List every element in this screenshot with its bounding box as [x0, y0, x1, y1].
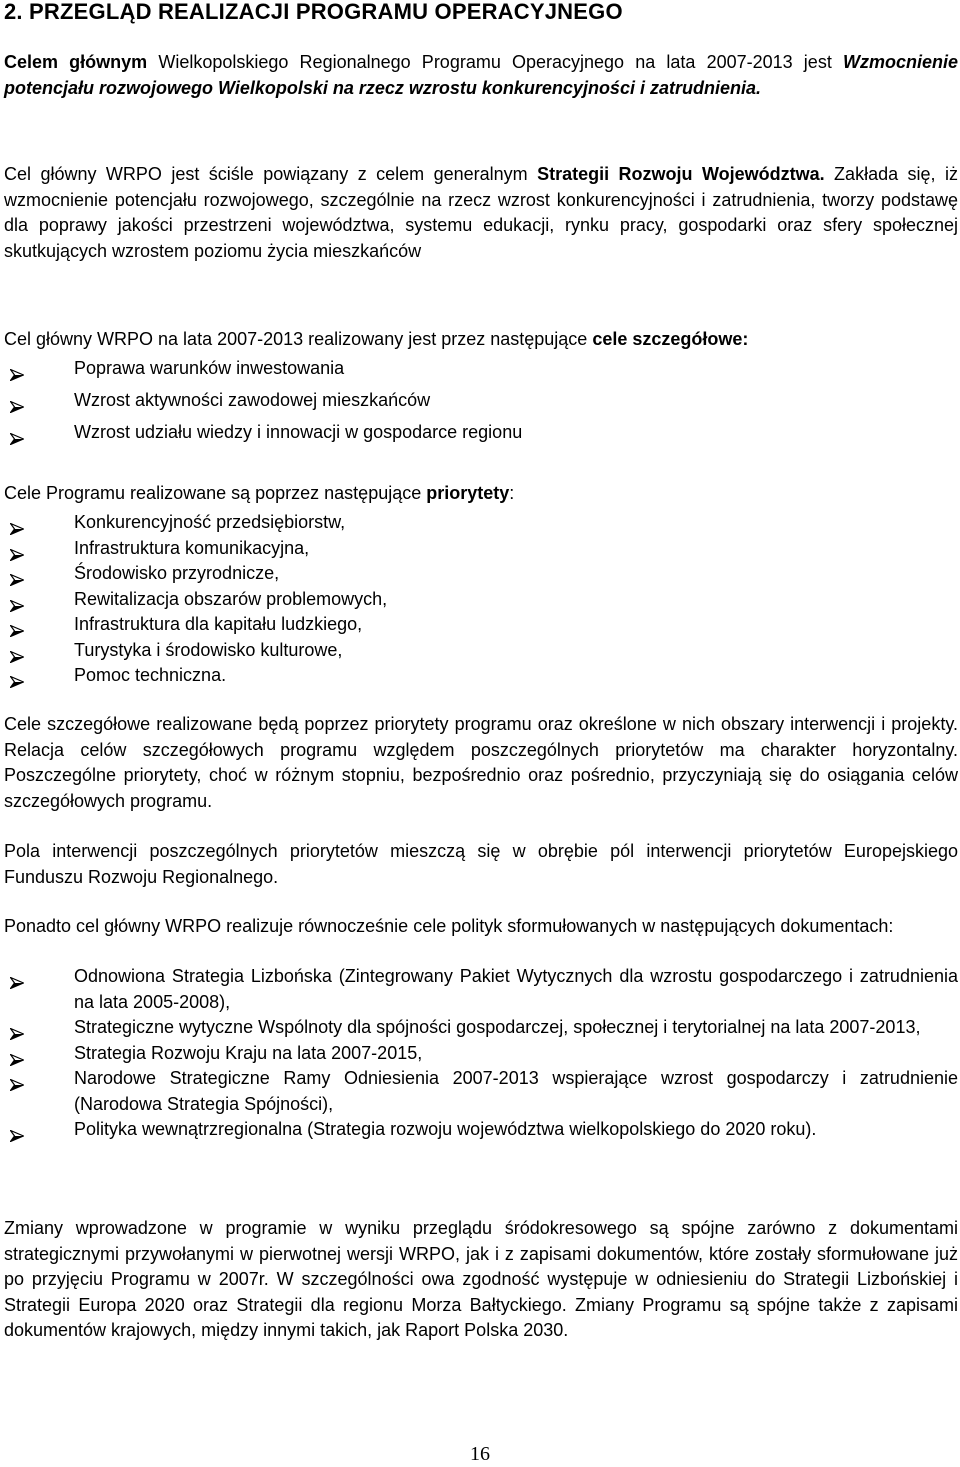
list-item: Strategiczne wytyczne Wspólnoty dla spójności gospodarczej, społecznej i terytorialnej na lata 2007-2013,	[4, 1015, 958, 1041]
list-item: Strategia Rozwoju Kraju na lata 2007-2015,	[4, 1041, 958, 1067]
paragraph-main-goal: Celem głównym Wielkopolskiego Regionalnego Programu Operacyjnego na lata 2007-2013 jest Wzmocnienie potencjału rozwojowego Wielkopolski na rzecz wzrostu konkurencyjności i zatrudnienia.	[4, 52, 958, 98]
objectives-list	[4, 356, 958, 446]
arrow-bullet-icon	[10, 517, 24, 529]
paragraph-documents-intro: Ponadto cel główny WRPO realizuje równocześnie cele polityk sformułowanych w następujących dokumentach:	[4, 916, 894, 936]
list-item: Narodowe Strategiczne Ramy Odniesienia 2007-2013 wspierające wzrost gospodarczy i zatrudnienie (Narodowa Strategia Spójności),	[4, 1066, 958, 1117]
arrow-bullet-icon	[10, 594, 24, 606]
list-item: Rewitalizacja obszarów problemowych,	[4, 587, 958, 613]
list-item: Pomoc techniczna.	[4, 663, 958, 689]
section-title: 2. PRZEGLĄD REALIZACJI PROGRAMU OPERACYJNEGO	[4, 0, 623, 24]
paragraph-horizontal-relation: Cele szczegółowe realizowane będą poprzez priorytety programu oraz określone w nich obszary interwencji i projekty. Relacja celów szczegółowych programu względem poszczególnych priorytetów ma charakter horyzontalny. Poszczególne priorytety, choć w różnym stopniu, bezpośrednio oraz pośrednio, przyczyniają się do osiągania celów szczegółowych programu.	[4, 714, 958, 811]
list-item: Infrastruktura komunikacyjna,	[4, 536, 958, 562]
paragraph-strategy-link: Cel główny WRPO jest ściśle powiązany z celem generalnym Strategii Rozwoju Województwa. Zakłada się, iż wzmocnienie potencjału rozwojowego, szczególnie na rzecz wzrost konkurencyjności i zatrudnienia, tworzy podstawę dla poprawy jakości przestrzeni województwa, systemu edukacji, rynku pracy, gospodarki oraz sfery społecznej skutkujących wzrostem poziomu życia mieszkańców	[4, 164, 958, 261]
paragraph-priorities-intro: Cele Programu realizowane są poprzez następujące priorytety:	[4, 483, 515, 503]
arrow-bullet-icon	[10, 395, 24, 407]
arrow-bullet-icon	[10, 568, 24, 580]
list-item: Wzrost udziału wiedzy i innowacji w gospodarce regionu	[4, 420, 958, 446]
arrow-bullet-icon	[10, 1073, 24, 1085]
list-item: Turystyka i środowisko kulturowe,	[4, 638, 958, 664]
list-item: Środowisko przyrodnicze,	[4, 561, 958, 587]
paragraph-objectives-intro: Cel główny WRPO na lata 2007-2013 realizowany jest przez następujące cele szczegółowe:	[4, 329, 749, 349]
arrow-bullet-icon	[10, 670, 24, 682]
list-item: Infrastruktura dla kapitału ludzkiego,	[4, 612, 958, 638]
paragraph-intervention-fields: Pola interwencji poszczególnych priorytetów mieszczą się w obrębie pól interwencji priorytetów Europejskiego Funduszu Rozwoju Regionalnego.	[4, 841, 958, 887]
arrow-bullet-icon	[10, 543, 24, 555]
arrow-bullet-icon	[10, 427, 24, 439]
list-item: Wzrost aktywności zawodowej mieszkańców	[4, 388, 958, 420]
arrow-bullet-icon	[10, 1048, 24, 1060]
documents-list	[4, 964, 958, 1143]
list-item: Odnowiona Strategia Lizbońska (Zintegrowany Pakiet Wytycznych dla wzrostu gospodarczego i zatrudnienia na lata 2005-2008),	[4, 964, 958, 1015]
paragraph-midterm-changes: Zmiany wprowadzone w programie w wyniku przeglądu śródokresowego są spójne zarówno z dokumentami strategicznymi przywołanymi w pierwotnej wersji WRPO, jak i z zapisami dokumentów, które zostały sformułowane już po przyjęciu Programu w 2007r. W szczególności owa zgodność występuje w odniesieniu do Strategii Lizbońskiej i Strategii Europa 2020 oraz Strategii dla regionu Morza Bałtyckiego. Zmiany Programu są spójne także z zapisami dokumentów krajowych, między innymi takich, jak Raport Polska 2030.	[4, 1218, 958, 1340]
arrow-bullet-icon	[10, 619, 24, 631]
list-item: Poprawa warunków inwestowania	[4, 356, 958, 388]
list-item: Polityka wewnątrzregionalna (Strategia rozwoju województwa wielkopolskiego do 2020 roku).	[4, 1117, 958, 1143]
page-number: 16	[470, 1443, 490, 1465]
priorities-list	[4, 510, 958, 689]
arrow-bullet-icon	[10, 363, 24, 375]
arrow-bullet-icon	[10, 1124, 24, 1136]
arrow-bullet-icon	[10, 1022, 24, 1034]
arrow-bullet-icon	[10, 645, 24, 657]
arrow-bullet-icon	[10, 971, 24, 983]
list-item: Konkurencyjność przedsiębiorstw,	[4, 510, 958, 536]
